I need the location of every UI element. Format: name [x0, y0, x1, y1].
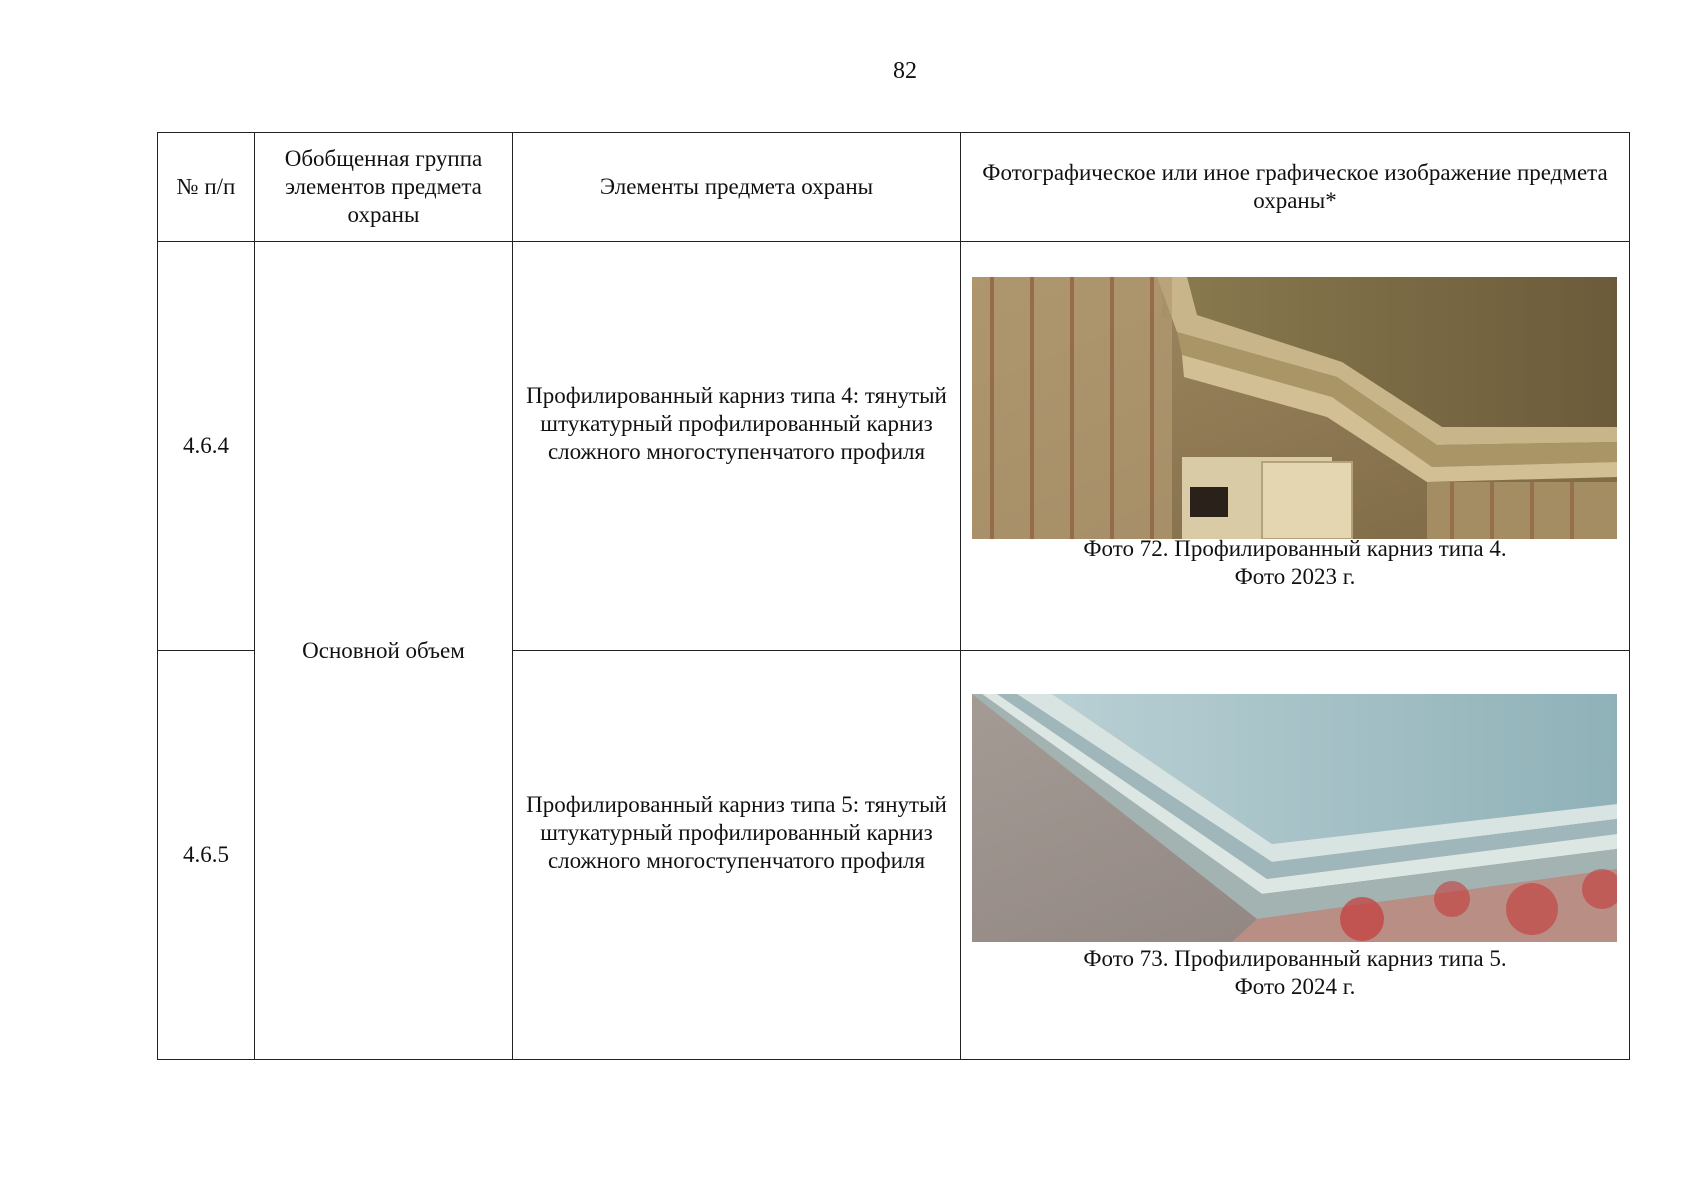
- group-cell: Основной объем: [255, 242, 513, 1060]
- protection-table: [157, 132, 1630, 1060]
- table-header-row: [158, 133, 1630, 242]
- header-elements: Элементы предмета охраны: [513, 133, 961, 242]
- header-number: № п/п: [158, 133, 255, 242]
- element-description: Профилированный карниз типа 4: тянутый штукатурный профилированный карниз сложного многоступенчатого профиля: [513, 242, 961, 651]
- photo-cornice-type-4: [972, 277, 1617, 539]
- page-number: 82: [893, 58, 917, 84]
- photo-cornice-type-5: [972, 694, 1617, 942]
- row-number: 4.6.4: [158, 242, 255, 651]
- caption-line-1: Фото 72. Профилированный карниз типа 4.: [1083, 536, 1507, 561]
- photo-caption: [961, 535, 1629, 591]
- photo-caption: [961, 945, 1629, 1001]
- caption-line-2: Фото 2024 г.: [1234, 974, 1356, 999]
- table-row: [158, 242, 1630, 651]
- caption-line-2: Фото 2023 г.: [1234, 564, 1356, 589]
- header-group: Обобщенная группа элементов предмета охраны: [255, 133, 513, 242]
- row-number: 4.6.5: [158, 651, 255, 1060]
- caption-line-1: Фото 73. Профилированный карниз типа 5.: [1083, 946, 1507, 971]
- photo-cell: [961, 651, 1630, 1060]
- header-photo: Фотографическое или иное графическое изображение предмета охраны*: [961, 133, 1630, 242]
- element-description: Профилированный карниз типа 5: тянутый штукатурный профилированный карниз сложного многоступенчатого профиля: [513, 651, 961, 1060]
- photo-cell: [961, 242, 1630, 651]
